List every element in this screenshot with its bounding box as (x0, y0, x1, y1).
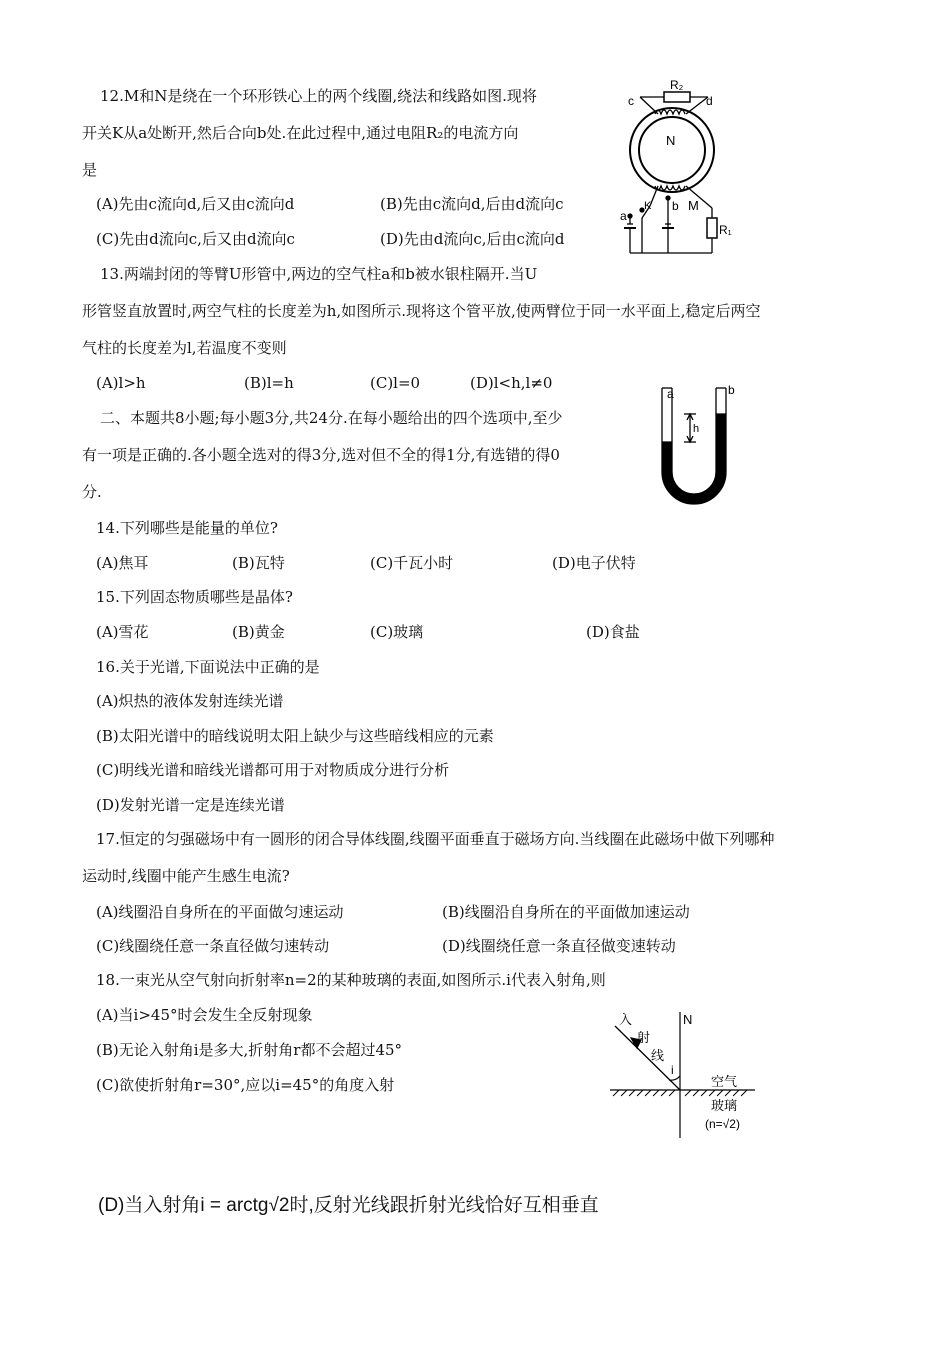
fig12-label-b: b (672, 199, 679, 213)
fig12-label-n: N (666, 133, 676, 148)
fig12-label-a: a (620, 209, 627, 223)
q12-option-c: (C)先由d流向c,后又由d流向c (96, 230, 295, 248)
fig13-label-a: a (667, 387, 674, 401)
fig12-label-m: M (688, 198, 699, 213)
q13-option-c: (C)l=0 (370, 374, 421, 392)
fig18-label-n: N (683, 1012, 693, 1027)
q16-option-a: (A)炽热的液体发射连续光谱 (96, 692, 284, 710)
q15-option-b: (B)黄金 (232, 623, 285, 641)
q16-option-b: (B)太阳光谱中的暗线说明太阳上缺少与这些暗线相应的元素 (96, 727, 494, 745)
q17-line-2: 运动时,线圈中能产生感生电流? (82, 867, 290, 885)
q12-option-a: (A)先由c流向d,后又由c流向d (96, 195, 295, 213)
q18-option-a: (A)当i>45°时会发生全反射现象 (96, 1006, 313, 1024)
fig12-label-r2: R₂ (670, 78, 684, 92)
q14-option-b: (B)瓦特 (232, 554, 285, 572)
fig13-label-b: b (728, 383, 735, 397)
q13-line-2: 形管竖直放置时,两空气柱的长度差为h,如图所示.现将这个管平放,使两臂位于同一水平面上,稳定后两空 (82, 302, 761, 320)
fig12-label-r1: R₁ (719, 223, 732, 237)
q15-option-d: (D)食盐 (586, 623, 640, 641)
q18-option-b: (B)无论入射角i是多大,折射角r都不会超过45° (96, 1041, 403, 1059)
q18-stem: 18.一束光从空气射向折射率n=2的某种玻璃的表面,如图所示.i代表入射角,则 (96, 971, 606, 989)
q13-line-1: 13.两端封闭的等臂U形管中,两边的空气柱a和b被水银柱隔开.当U (100, 265, 538, 283)
q17-option-a: (A)线圈沿自身所在的平面做匀速运动 (96, 903, 344, 921)
fig18-label-n-value: (n=√2) (705, 1117, 740, 1131)
q12-line-2: 开关K从a处断开,然后合向b处.在此过程中,通过电阻R₂的电流方向 (82, 124, 519, 142)
q15-stem: 15.下列固态物质哪些是晶体? (96, 588, 293, 606)
q17-option-d: (D)线圈绕任意一条直径做变速转动 (442, 937, 676, 955)
refraction-figure (605, 1010, 765, 1142)
fig18-label-glass: 玻璃 (711, 1098, 738, 1113)
section2-line-3: 分. (82, 483, 102, 501)
fig18-label-xian: 线 (651, 1048, 665, 1063)
q18-option-c: (C)欲使折射角r=30°,应以i=45°的角度入射 (96, 1076, 395, 1094)
fig12-label-d: d (706, 94, 713, 108)
fig18-label-i: i (671, 1063, 674, 1077)
q13-line-3: 气柱的长度差为l,若温度不变则 (82, 339, 287, 357)
section2-line-2: 有一项是正确的.各小题全选对的得3分,选对但不全的得1分,有选错的得0 (82, 446, 560, 464)
section2-line-1: 二、本题共8小题;每小题3分,共24分.在每小题给出的四个选项中,至少 (100, 409, 563, 427)
fig13-label-h: h (693, 423, 700, 435)
q15-option-a: (A)雪花 (96, 623, 149, 641)
toroid-circuit-figure (620, 78, 740, 258)
fig12-label-c: c (628, 94, 634, 108)
fig12-label-k: K (644, 200, 652, 212)
q14-option-a: (A)焦耳 (96, 554, 149, 572)
fig18-label-air: 空气 (711, 1074, 738, 1089)
q12-option-b: (B)先由c流向d,后由d流向c (380, 195, 564, 213)
q16-option-d: (D)发射光谱一定是连续光谱 (96, 796, 285, 814)
q17-line-1: 17.恒定的匀强磁场中有一圆形的闭合导体线圈,线圈平面垂直于磁场方向.当线圈在此磁场中做下列哪种 (96, 830, 775, 848)
q16-option-c: (C)明线光谱和暗线光谱都可用于对物质成分进行分析 (96, 761, 450, 779)
q12-option-d: (D)先由d流向c,后由c流向d (380, 230, 565, 248)
q12-line-3: 是 (82, 161, 98, 179)
q14-option-c: (C)千瓦小时 (370, 554, 454, 572)
q15-option-c: (C)玻璃 (370, 623, 424, 641)
q14-stem: 14.下列哪些是能量的单位? (96, 519, 278, 537)
q17-option-b: (B)线圈沿自身所在的平面做加速运动 (442, 903, 690, 921)
q16-stem: 16.关于光谱,下面说法中正确的是 (96, 658, 320, 676)
fig18-label-she: 射 (637, 1030, 651, 1045)
q13-option-a: (A)l>h (96, 374, 146, 392)
q18-option-d: (D)当入射角i = arctg√2时,反射光线跟折射光线恰好互相垂直 (98, 1195, 599, 1216)
q17-option-c: (C)线圈绕任意一条直径做匀速转动 (96, 937, 330, 955)
q13-option-d: (D)l<h,l≠0 (470, 374, 553, 392)
q13-option-b: (B)l=h (244, 374, 294, 392)
q12-line-1: 12.M和N是绕在一个环形铁心上的两个线圈,绕法和线路如图.现将 (100, 87, 537, 105)
u-tube-figure (652, 380, 742, 505)
fig18-label-ru: 入 (619, 1012, 633, 1027)
q14-option-d: (D)电子伏特 (552, 554, 636, 572)
